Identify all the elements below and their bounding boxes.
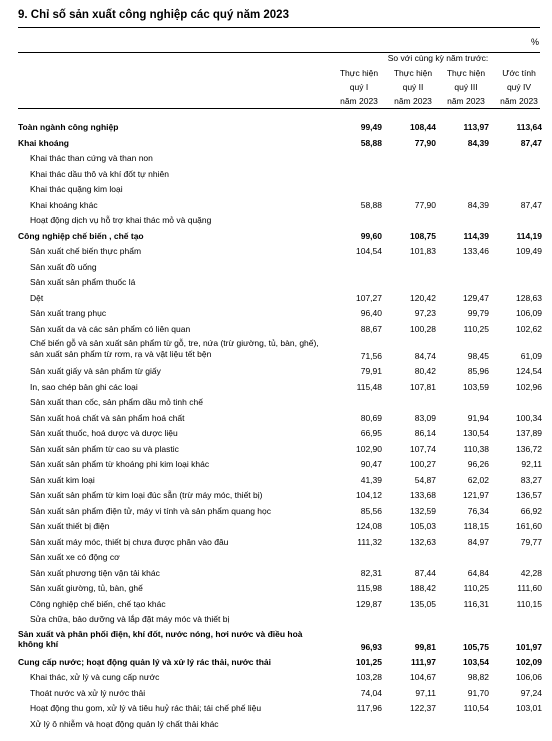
row-value-q1: 107,27: [356, 292, 382, 303]
row-value-q4: 136,57: [516, 490, 542, 500]
table-row: [0, 275, 552, 291]
table-row: [0, 535, 552, 551]
row-value-q4: 100,34: [516, 412, 542, 423]
row-value-q1: 82,31: [360, 567, 382, 578]
column-header-q3: Thực hiện quý III năm 2023: [446, 68, 486, 106]
row-label: Xử lý ô nhiễm và hoạt động quản lý chất thải khác: [30, 718, 219, 729]
row-value-q2: 108,44: [410, 122, 436, 132]
row-value-q2: 97,23: [414, 308, 436, 318]
row-label: Sản xuất sản phẩm từ cao su và plastic: [30, 443, 179, 454]
row-label: Sản xuất thiết bị điện: [30, 521, 110, 531]
row-value-q3: 114,39: [463, 230, 489, 241]
table-row: [0, 686, 552, 702]
row-value-q1: 117,96: [356, 703, 382, 713]
row-value-q2: 133,68: [410, 490, 436, 500]
row-value-q2: 105,03: [410, 521, 436, 531]
row-label: Sản xuất sản phẩm từ kim loại đúc sẵn (trừ máy móc, thiết bị): [30, 490, 263, 500]
row-label: Hoạt động dịch vụ hỗ trợ khai thác mỏ và quặng: [30, 215, 212, 225]
row-value-q1: 85,56: [360, 505, 382, 516]
row-value-q4: 111,60: [517, 583, 542, 593]
row-value-q1: 96,40: [360, 308, 382, 318]
row-value-q4: 114,19: [516, 230, 542, 241]
table-row: [0, 198, 552, 214]
table-row: [0, 426, 552, 442]
row-value-q3: 110,38: [463, 443, 489, 454]
row-label: Sản xuất giấy và sản phẩm từ giấy: [30, 366, 161, 376]
row-label: Sửa chữa, bảo dưỡng và lắp đặt máy móc và thiết bị: [30, 614, 230, 624]
row-value-q1: 111,32: [357, 536, 382, 547]
row-value-q4: 102,96: [516, 381, 542, 392]
row-label: Sản xuất giường, tủ, bàn, ghế: [30, 583, 143, 593]
row-value-q4: 109,49: [516, 246, 542, 256]
row-value-q3: 84,39: [467, 137, 489, 148]
row-value-q4: 101,97: [516, 641, 542, 652]
row-value-q2: 101,83: [410, 246, 436, 256]
row-value-q2: 77,90: [414, 137, 436, 148]
row-value-q2: 80,42: [414, 366, 436, 376]
row-value-q4: 92,11: [521, 459, 542, 469]
table-row: [0, 306, 552, 322]
row-label: Khai thác than cứng và than non: [30, 153, 153, 163]
table-row: [0, 213, 552, 229]
column-header-q4: Ước tính quý IV năm 2023: [500, 68, 538, 106]
row-label: Sản xuất thuốc, hoá dược và dược liệu: [30, 428, 178, 438]
table-row: [0, 655, 552, 671]
row-value-q4: 128,63: [516, 292, 542, 303]
row-label: Khai thác dầu thô và khí đốt tự nhiên: [30, 168, 169, 179]
row-label: Sản xuất trang phục: [30, 308, 107, 318]
row-value-q4: 102,62: [516, 323, 542, 334]
row-label: Công nghiệp chế biến , chế tạo: [18, 230, 144, 241]
row-value-q4: 137,89: [516, 428, 542, 438]
row-label: Sản xuất phương tiện vận tải khác: [30, 567, 160, 578]
row-value-q4: 103,01: [516, 703, 542, 713]
row-value-q4: 83,27: [520, 474, 542, 485]
row-label: Sản xuất sản phẩm điện tử, máy vi tính và sản phẩm quang học: [30, 505, 272, 516]
table-row: [0, 488, 552, 504]
row-value-q1: 101,25: [356, 656, 382, 667]
row-value-q1: 58,88: [360, 199, 382, 210]
column-header-q2: Thực hiện quý II năm 2023: [393, 68, 433, 106]
row-label: Công nghiệp chế biến, chế tạo khác: [30, 598, 166, 609]
table-row: [0, 182, 552, 198]
comparison-subheader: So với cùng kỳ năm trước:: [387, 53, 489, 63]
row-value-q3: 85,96: [467, 366, 489, 376]
row-value-q1: 66,95: [360, 428, 382, 438]
row-value-q2: 135,05: [410, 598, 436, 609]
row-value-q3: 103,54: [463, 656, 489, 667]
row-label: Dệt: [30, 292, 44, 303]
row-value-q4: 102,09: [516, 656, 542, 667]
row-label: Sản xuất kim loại: [30, 474, 95, 485]
table-row: [0, 291, 552, 307]
row-value-q1: 80,69: [360, 412, 382, 423]
table-row: [0, 322, 552, 338]
row-label: Sản xuất máy móc, thiết bị chưa được phân vào đâu: [30, 536, 229, 547]
unit-label: %: [530, 37, 539, 47]
table-row: [0, 244, 552, 260]
row-label: Sản xuất đồ uống: [30, 261, 97, 272]
row-value-q4: 87,47: [520, 199, 542, 210]
row-label: Sản xuất than cốc, sản phẩm dầu mỏ tinh chế: [30, 397, 203, 407]
row-label: Sản xuất da và các sản phẩm có liên quan: [30, 323, 191, 334]
row-label: Toàn ngành công nghiệp: [18, 122, 119, 132]
table-body: [0, 120, 552, 732]
row-label: Sản xuất hoá chất và sản phẩm hoá chất: [30, 412, 185, 423]
row-value-q3: 62,02: [467, 474, 489, 485]
row-value-q4: 106,06: [516, 672, 542, 682]
row-value-q1: 115,98: [356, 583, 382, 593]
row-value-q4: 97,24: [520, 687, 542, 698]
row-value-q1: 90,47: [360, 459, 382, 469]
table-row: [0, 670, 552, 686]
table-title: 9. Chỉ số sản xuất công nghiệp các quý năm 2023: [18, 9, 289, 21]
row-value-q4: 61,09: [520, 351, 542, 361]
row-value-q3: 76,34: [467, 505, 489, 516]
row-value-q2: 100,28: [410, 323, 436, 334]
row-value-q4: 124,54: [516, 366, 542, 376]
row-value-q3: 118,15: [463, 521, 489, 531]
row-value-q2: 111,97: [410, 656, 436, 667]
row-value-q2: 97,11: [415, 687, 436, 698]
row-label: Sản xuất xe có động cơ: [30, 552, 120, 562]
row-value-q4: 113,64: [516, 122, 542, 132]
row-value-q3: 110,25: [463, 323, 489, 334]
row-value-q2: 132,59: [410, 505, 436, 516]
table-row: [0, 566, 552, 582]
row-value-q2: 188,42: [410, 583, 436, 593]
row-value-q1: 41,39: [360, 474, 382, 485]
row-value-q3: 98,82: [467, 672, 489, 682]
row-value-q1: 96,93: [360, 641, 382, 652]
table-row: [0, 628, 552, 655]
row-label: Khai thác quặng kim loại: [30, 184, 123, 194]
row-value-q3: 64,84: [467, 567, 489, 578]
row-value-q2: 100,27: [410, 459, 436, 469]
row-value-q2: 132,63: [410, 536, 436, 547]
table-row: [0, 229, 552, 245]
row-value-q1: 115,48: [356, 381, 382, 392]
row-label: Sản xuất chế biến thực phẩm: [30, 246, 142, 256]
row-value-q2: 87,44: [414, 567, 436, 578]
row-value-q3: 105,75: [463, 641, 489, 652]
row-value-q3: 84,39: [467, 199, 489, 210]
row-value-q3: 130,54: [463, 428, 489, 438]
row-value-q3: 91,70: [467, 687, 489, 698]
row-label: In, sao chép bản ghi các loại: [30, 381, 138, 392]
row-label: Thoát nước và xử lý nước thải: [30, 687, 146, 698]
table-row: [0, 442, 552, 458]
row-value-q4: 66,92: [520, 505, 542, 516]
table-row: [0, 167, 552, 183]
table-row: [0, 380, 552, 396]
row-value-q1: 58,88: [360, 137, 382, 148]
row-value-q2: 107,81: [410, 381, 436, 392]
row-value-q1: 99,49: [360, 122, 382, 132]
row-value-q4: 110,15: [516, 598, 542, 609]
row-value-q3: 98,45: [467, 351, 489, 361]
row-value-q3: 129,47: [463, 292, 489, 303]
row-value-q4: 42,28: [520, 567, 542, 578]
row-label: Khai thác, xử lý và cung cấp nước: [30, 672, 160, 682]
row-value-q1: 124,08: [356, 521, 382, 531]
row-value-q1: 99,60: [360, 230, 382, 241]
row-value-q2: 104,67: [410, 672, 436, 682]
table-row: [0, 473, 552, 489]
row-value-q2: 77,90: [414, 199, 436, 210]
top-rule: [18, 27, 540, 28]
row-value-q4: 136,72: [516, 443, 542, 454]
row-value-q4: 161,60: [516, 521, 542, 531]
table-row: [0, 550, 552, 566]
row-value-q2: 54,87: [414, 474, 436, 485]
row-value-q3: 99,79: [467, 308, 489, 318]
table-row: [0, 717, 552, 733]
table-row: [0, 151, 552, 167]
row-value-q2: 120,42: [410, 292, 436, 303]
row-value-q4: 106,09: [516, 308, 542, 318]
table-row: [0, 457, 552, 473]
table-row: [0, 504, 552, 520]
row-label: Khai khoáng khác: [30, 199, 98, 210]
table-row: [0, 701, 552, 717]
row-label: Sản xuất sản phẩm thuốc lá: [30, 277, 136, 287]
row-value-q2: 86,14: [414, 428, 436, 438]
table-row: [0, 411, 552, 427]
row-label: Hoạt động thu gom, xử lý và tiêu huỷ rác thải; tái chế phế liệu: [30, 703, 262, 713]
row-value-q1: 79,91: [360, 366, 382, 376]
row-label: Chế biến gỗ và sản xuất sản phẩm từ gỗ, tre, nứa (trừ giường, tủ, bàn, ghế), sản xuất sản phẩm từ rơm, rạ và vật liệu tết bện: [30, 338, 319, 359]
row-value-q3: 133,46: [463, 246, 489, 256]
row-label: Khai khoáng: [18, 137, 70, 148]
row-value-q4: 79,77: [520, 536, 542, 547]
row-value-q1: 88,67: [360, 323, 382, 334]
row-value-q2: 107,74: [410, 443, 436, 454]
row-value-q1: 103,28: [356, 672, 382, 682]
row-value-q2: 84,74: [414, 351, 436, 361]
row-value-q1: 129,87: [356, 598, 382, 609]
row-value-q1: 74,04: [360, 687, 382, 698]
table-row: [0, 260, 552, 276]
row-value-q4: 87,47: [520, 137, 542, 148]
row-value-q2: 99,81: [414, 641, 436, 652]
table-row: [0, 395, 552, 411]
header-bottom-rule: [18, 108, 540, 109]
row-value-q1: 104,12: [356, 490, 382, 500]
row-value-q3: 84,97: [467, 536, 489, 547]
table-row: [0, 519, 552, 535]
table-row: [0, 337, 552, 364]
row-value-q3: 121,97: [463, 490, 489, 500]
row-value-q2: 83,09: [414, 412, 436, 423]
row-value-q1: 71,56: [360, 351, 382, 361]
row-value-q3: 103,59: [463, 381, 489, 392]
row-value-q3: 96,26: [467, 459, 489, 469]
row-value-q3: 116,31: [463, 598, 489, 609]
column-header-q1: Thực hiện quý I năm 2023: [339, 68, 379, 106]
row-label: Sản xuất và phân phối điện, khí đốt, nước nóng, hơi nước và điều hoà không khí: [18, 628, 303, 649]
row-label: Sản xuất sản phẩm từ khoáng phi kim loại khác: [30, 459, 210, 469]
row-value-q1: 102,90: [356, 443, 382, 454]
table-row: [0, 581, 552, 597]
row-label: Cung cấp nước; hoạt động quản lý và xử lý rác thải, nước thải: [18, 656, 272, 667]
table-row: [0, 364, 552, 380]
table-row: [0, 120, 552, 136]
table-row: [0, 136, 552, 152]
row-value-q3: 91,94: [467, 412, 489, 423]
table-row: [0, 612, 552, 628]
row-value-q2: 108,75: [410, 230, 436, 241]
row-value-q3: 110,54: [463, 703, 489, 713]
row-value-q1: 104,54: [356, 246, 382, 256]
table-row: [0, 597, 552, 613]
row-value-q3: 110,25: [463, 583, 489, 593]
row-value-q2: 122,37: [410, 703, 436, 713]
row-value-q3: 113,97: [463, 122, 489, 132]
